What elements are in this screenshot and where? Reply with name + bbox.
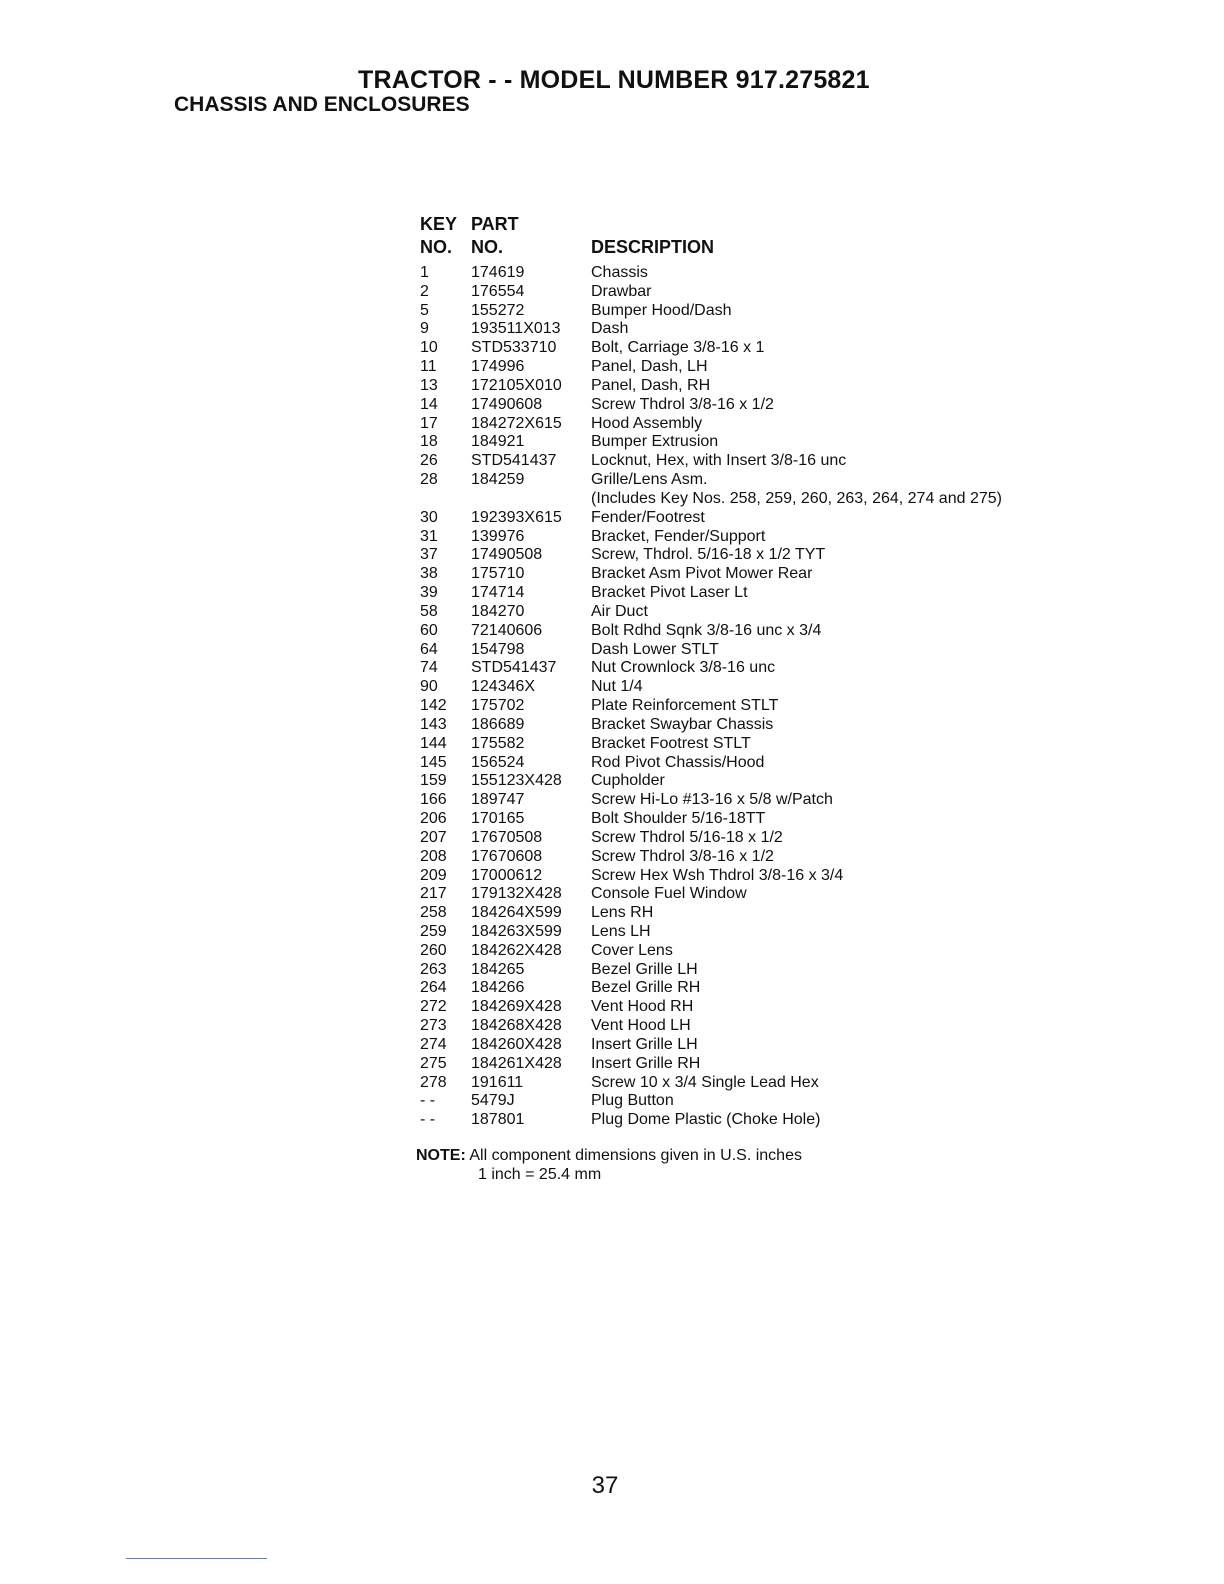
table-row xyxy=(420,302,1120,321)
key-no-cell: 264 xyxy=(420,979,447,997)
description-cell: Panel, Dash, RH xyxy=(591,376,711,394)
key-no-cell: - - xyxy=(420,1111,436,1129)
description-cell: Bracket Swaybar Chassis xyxy=(591,715,774,733)
part-no-cell: 189747 xyxy=(471,791,525,809)
description-cell: Lens LH xyxy=(591,922,651,940)
key-no-header-line2: NO. xyxy=(420,237,453,257)
dimension-note xyxy=(416,1146,802,1184)
description-cell: Bumper Hood/Dash xyxy=(591,301,732,319)
description-cell: Plate Reinforcement STLT xyxy=(591,697,779,715)
table-row xyxy=(420,772,1120,791)
description-cell: Air Duct xyxy=(591,602,648,620)
key-no-cell: 37 xyxy=(420,546,438,564)
table-row xyxy=(420,415,1120,434)
table-row xyxy=(420,433,1120,452)
description-cell: Plug Dome Plastic (Choke Hole) xyxy=(591,1111,821,1129)
part-no-cell: 184921 xyxy=(471,433,525,451)
table-row xyxy=(420,923,1120,942)
description-cell: Bracket Asm Pivot Mower Rear xyxy=(591,565,813,583)
part-no-cell: 154798 xyxy=(471,640,525,658)
part-no-cell: 187801 xyxy=(471,1111,525,1129)
key-no-cell: 30 xyxy=(420,508,438,526)
table-row xyxy=(420,339,1120,358)
key-no-cell: 207 xyxy=(420,828,447,846)
table-row xyxy=(420,1017,1120,1036)
parts-list-header xyxy=(420,214,1120,264)
description-header: DESCRIPTION xyxy=(591,237,715,257)
part-no-cell: 184265 xyxy=(471,960,525,978)
key-no-cell: 275 xyxy=(420,1054,447,1072)
description-cell: Vent Hood RH xyxy=(591,998,694,1016)
key-no-cell: 18 xyxy=(420,433,438,451)
table-row xyxy=(420,641,1120,660)
description-cell: (Includes Key Nos. 258, 259, 260, 263, 264, 274 and 275) xyxy=(591,489,1002,507)
table-row xyxy=(420,942,1120,961)
table-row xyxy=(420,320,1120,339)
part-no-cell: 184269X428 xyxy=(471,998,562,1016)
key-no-cell: 58 xyxy=(420,602,438,620)
key-no-cell: 260 xyxy=(420,941,447,959)
part-no-cell: 17490508 xyxy=(471,546,543,564)
description-cell: Screw Hex Wsh Thdrol 3/8-16 x 3/4 xyxy=(591,866,844,884)
key-no-cell: 11 xyxy=(420,358,437,376)
table-row xyxy=(420,810,1120,829)
table-row xyxy=(420,283,1120,302)
key-no-cell: 209 xyxy=(420,866,447,884)
table-row xyxy=(420,867,1120,886)
part-no-cell: 184261X428 xyxy=(471,1054,562,1072)
description-cell: Insert Grille LH xyxy=(591,1035,698,1053)
key-no-cell: 9 xyxy=(420,320,429,338)
description-cell: Bolt Rdhd Sqnk 3/8-16 unc x 3/4 xyxy=(591,621,822,639)
part-no-cell: 184266 xyxy=(471,979,525,997)
part-no-cell: 179132X428 xyxy=(471,885,562,903)
table-row xyxy=(420,735,1120,754)
part-no-cell: 175702 xyxy=(471,697,525,715)
table-row xyxy=(420,716,1120,735)
description-cell: Panel, Dash, LH xyxy=(591,358,708,376)
part-no-cell: 191611 xyxy=(471,1073,524,1091)
table-row xyxy=(420,1092,1120,1111)
key-no-cell: 13 xyxy=(420,376,438,394)
description-cell: Fender/Footrest xyxy=(591,508,705,526)
part-no-cell: STD541437 xyxy=(471,452,557,470)
table-row xyxy=(420,546,1120,565)
section-title: CHASSIS AND ENCLOSURES xyxy=(174,93,470,116)
part-no-cell: 5479J xyxy=(471,1092,515,1110)
part-no-cell: 176554 xyxy=(471,282,525,300)
table-row xyxy=(420,829,1120,848)
description-cell: Bolt Shoulder 5/16-18TT xyxy=(591,810,766,828)
part-no-cell: 174619 xyxy=(471,264,525,281)
table-row xyxy=(420,622,1120,641)
part-no-cell: 155123X428 xyxy=(471,772,562,790)
key-no-cell: 28 xyxy=(420,471,438,489)
part-no-cell: 17670508 xyxy=(471,828,543,846)
parts-list xyxy=(420,214,1120,1130)
part-no-cell: 72140606 xyxy=(471,621,543,639)
part-no-cell: 172105X010 xyxy=(471,376,562,394)
key-no-cell: 14 xyxy=(420,395,438,413)
key-no-cell: 90 xyxy=(420,678,438,696)
key-no-cell: 60 xyxy=(420,621,438,639)
part-no-header-line2: NO. xyxy=(471,237,504,257)
description-cell: Screw Hi-Lo #13-16 x 5/8 w/Patch xyxy=(591,791,833,809)
description-cell: Bracket, Fender/Support xyxy=(591,527,766,545)
part-no-cell: 184272X615 xyxy=(471,414,562,432)
key-no-cell: 273 xyxy=(420,1017,447,1035)
description-cell: Bolt, Carriage 3/8-16 x 1 xyxy=(591,339,765,357)
key-no-cell: 1 xyxy=(420,264,429,281)
description-cell: Nut Crownlock 3/8-16 unc xyxy=(591,659,776,677)
key-no-cell: 259 xyxy=(420,922,447,940)
part-no-cell: 184259 xyxy=(471,471,525,489)
table-row xyxy=(420,1111,1120,1130)
table-row xyxy=(420,754,1120,773)
table-row xyxy=(420,848,1120,867)
part-no-cell: 175582 xyxy=(471,734,525,752)
part-no-cell: 124346X xyxy=(471,678,536,696)
key-no-header-line1: KEY xyxy=(420,214,458,234)
description-cell: Cupholder xyxy=(591,772,665,790)
description-cell: Screw, Thdrol. 5/16-18 x 1/2 TYT xyxy=(591,546,826,564)
part-no-cell: 17670608 xyxy=(471,847,543,865)
key-no-cell: 5 xyxy=(420,301,429,319)
table-row xyxy=(420,377,1120,396)
description-cell: Screw Thdrol 5/16-18 x 1/2 xyxy=(591,828,783,846)
key-no-cell: 166 xyxy=(420,791,447,809)
part-no-cell: 170165 xyxy=(471,810,525,828)
table-row xyxy=(420,697,1120,716)
note-label: NOTE: xyxy=(416,1147,466,1164)
table-row xyxy=(420,584,1120,603)
description-cell: Cover Lens xyxy=(591,941,673,959)
table-row xyxy=(420,659,1120,678)
key-no-cell: 74 xyxy=(420,659,438,677)
description-cell: Insert Grille RH xyxy=(591,1054,701,1072)
part-no-cell: 192393X615 xyxy=(471,508,562,526)
table-row xyxy=(420,979,1120,998)
part-no-cell: 184270 xyxy=(471,602,525,620)
key-no-cell: 143 xyxy=(420,715,447,733)
description-cell: Rod Pivot Chassis/Hood xyxy=(591,753,765,771)
key-no-cell: 274 xyxy=(420,1035,447,1053)
page-number: 37 xyxy=(591,1472,619,1499)
part-no-cell: 184268X428 xyxy=(471,1017,562,1035)
key-no-cell: 206 xyxy=(420,810,447,828)
table-row xyxy=(420,452,1120,471)
part-no-cell: 174996 xyxy=(471,358,525,376)
key-no-cell: 159 xyxy=(420,772,447,790)
description-cell: Hood Assembly xyxy=(591,414,703,432)
key-no-cell: 2 xyxy=(420,282,429,300)
table-row xyxy=(420,998,1120,1017)
key-no-cell: 145 xyxy=(420,753,447,771)
table-row xyxy=(420,603,1120,622)
description-cell: Bezel Grille RH xyxy=(591,979,701,997)
key-no-cell: 208 xyxy=(420,847,447,865)
description-cell: Bracket Footrest STLT xyxy=(591,734,751,752)
key-no-cell: 17 xyxy=(420,414,438,432)
part-no-cell: 174714 xyxy=(471,584,525,602)
footer-rule xyxy=(126,1558,267,1559)
key-no-cell: 31 xyxy=(420,527,438,545)
description-cell: Bezel Grille LH xyxy=(591,960,698,978)
table-row xyxy=(420,904,1120,923)
part-no-cell: 155272 xyxy=(471,301,525,319)
table-row xyxy=(420,1036,1120,1055)
description-cell: Plug Button xyxy=(591,1092,674,1110)
description-cell: Dash Lower STLT xyxy=(591,640,719,658)
key-no-cell: 26 xyxy=(420,452,438,470)
part-no-cell: 184260X428 xyxy=(471,1035,562,1053)
table-row xyxy=(420,396,1120,415)
description-cell: Bracket Pivot Laser Lt xyxy=(591,584,748,602)
key-no-cell: 144 xyxy=(420,734,447,752)
key-no-cell: - - xyxy=(420,1092,436,1110)
description-cell: Vent Hood LH xyxy=(591,1017,691,1035)
table-row xyxy=(420,1055,1120,1074)
description-cell: Chassis xyxy=(591,264,648,281)
part-no-cell: 175710 xyxy=(471,565,525,583)
note-line1: All component dimensions given in U.S. inches xyxy=(469,1147,802,1164)
table-row xyxy=(420,471,1120,490)
part-no-cell: 17490608 xyxy=(471,395,543,413)
key-no-cell: 142 xyxy=(420,697,447,715)
part-no-cell: 17000612 xyxy=(471,866,543,884)
key-no-cell: 39 xyxy=(420,584,438,602)
table-row xyxy=(420,358,1120,377)
table-row xyxy=(420,509,1120,528)
description-cell: Drawbar xyxy=(591,282,652,300)
description-cell: Nut 1/4 xyxy=(591,678,643,696)
parts-rows xyxy=(420,264,1120,1130)
description-cell: Screw 10 x 3/4 Single Lead Hex xyxy=(591,1073,819,1091)
key-no-cell: 64 xyxy=(420,640,438,658)
key-no-cell: 217 xyxy=(420,885,447,903)
table-row xyxy=(420,528,1120,547)
description-cell: Screw Thdrol 3/8-16 x 1/2 xyxy=(591,395,774,413)
table-row xyxy=(420,678,1120,697)
table-row xyxy=(420,1074,1120,1093)
key-no-cell: 263 xyxy=(420,960,447,978)
part-no-cell: 184264X599 xyxy=(471,904,562,922)
key-no-cell: 258 xyxy=(420,904,447,922)
table-row xyxy=(420,961,1120,980)
key-no-cell: 10 xyxy=(420,339,438,357)
table-row xyxy=(420,565,1120,584)
note-line2: 1 inch = 25.4 mm xyxy=(478,1166,602,1183)
key-no-cell: 278 xyxy=(420,1073,447,1091)
part-no-cell: 139976 xyxy=(471,527,525,545)
table-row xyxy=(420,885,1120,904)
description-cell: Locknut, Hex, with Insert 3/8-16 unc xyxy=(591,452,847,470)
part-no-cell: STD541437 xyxy=(471,659,557,677)
part-no-cell: 184263X599 xyxy=(471,922,562,940)
description-cell: Grille/Lens Asm. xyxy=(591,471,708,489)
description-cell: Lens RH xyxy=(591,904,654,922)
part-no-header-line1: PART xyxy=(471,214,519,234)
part-no-cell: 184262X428 xyxy=(471,941,562,959)
part-no-cell: 193511X013 xyxy=(471,320,561,338)
table-row xyxy=(420,264,1120,283)
part-no-cell: STD533710 xyxy=(471,339,557,357)
description-cell: Console Fuel Window xyxy=(591,885,747,903)
part-no-cell: 156524 xyxy=(471,753,525,771)
description-cell: Screw Thdrol 3/8-16 x 1/2 xyxy=(591,847,774,865)
description-cell: Dash xyxy=(591,320,629,338)
part-no-cell: 186689 xyxy=(471,715,525,733)
key-no-cell: 272 xyxy=(420,998,447,1016)
page-title: TRACTOR - - MODEL NUMBER 917.275821 xyxy=(358,66,870,94)
table-row xyxy=(420,490,1120,509)
description-cell: Bumper Extrusion xyxy=(591,433,719,451)
table-row xyxy=(420,791,1120,810)
key-no-cell: 38 xyxy=(420,565,438,583)
